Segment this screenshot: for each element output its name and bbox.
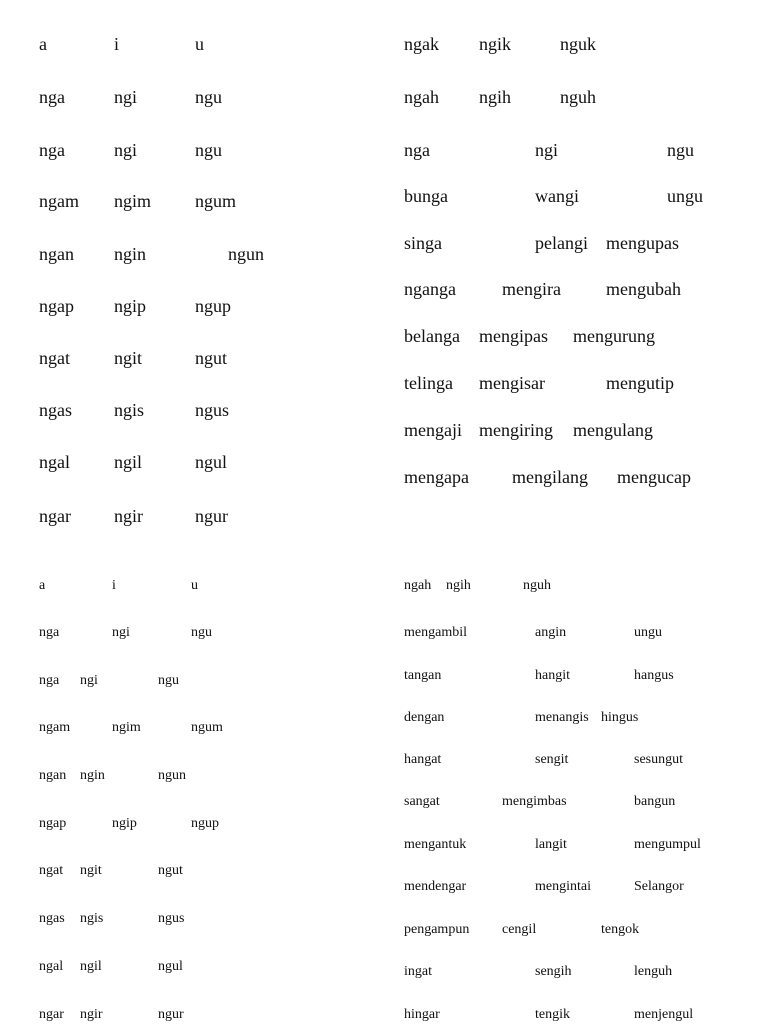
- top-left-word: ngal: [39, 452, 70, 472]
- top-right-word: nganga: [404, 279, 456, 299]
- bottom-right-word: langit: [535, 837, 567, 852]
- bottom-right-word: bangun: [634, 794, 676, 809]
- top-left-word: ngir: [114, 506, 143, 526]
- top-right-word: mengutip: [606, 373, 674, 393]
- bottom-left-word: u: [191, 578, 198, 593]
- top-right-word: wangi: [535, 186, 579, 206]
- bottom-left-word: ngi: [112, 625, 130, 640]
- top-right-word: ngah: [404, 87, 439, 107]
- bottom-right-word: dengan: [404, 710, 445, 725]
- bottom-left-word: ngim: [112, 720, 141, 735]
- top-left-word: ngin: [114, 244, 147, 264]
- bottom-right-word: mengintai: [535, 879, 591, 894]
- top-right-word: bunga: [404, 186, 448, 206]
- top-left-word: ngam: [39, 191, 79, 211]
- top-left-word: ngi: [114, 87, 138, 107]
- bottom-left-word: ngir: [80, 1007, 103, 1022]
- top-right-word: mengulang: [573, 420, 653, 440]
- bottom-left-word: nga: [39, 673, 60, 688]
- top-left-word: i: [114, 34, 120, 54]
- top-left-word: ngum: [195, 191, 237, 211]
- top-left-word: ngis: [114, 400, 145, 420]
- bottom-left-word: ngar: [39, 1007, 64, 1022]
- top-right-word: telinga: [404, 373, 453, 393]
- top-right-word: mengupas: [606, 233, 679, 253]
- top-left-word: ngar: [39, 506, 71, 526]
- bottom-left-word: ngus: [158, 911, 185, 926]
- bottom-left-word: ngat: [39, 863, 64, 878]
- bottom-right-word: sengih: [535, 964, 572, 979]
- bottom-right-word: hangus: [634, 668, 674, 683]
- top-left-word: ngil: [114, 452, 143, 472]
- bottom-right-word: hingus: [601, 710, 639, 725]
- top-left-word: ngit: [114, 348, 143, 368]
- top-right-word: pelangi: [535, 233, 588, 253]
- top-right-word: mengubah: [606, 279, 681, 299]
- bottom-left-word: ngam: [39, 720, 71, 735]
- bottom-right-word: sangat: [404, 794, 440, 809]
- top-right-word: ngik: [479, 34, 512, 54]
- bottom-left-word: a: [39, 578, 46, 593]
- bottom-right-word: hingar: [404, 1007, 440, 1022]
- top-left-word: ngi: [114, 140, 138, 160]
- bottom-left-word: ngun: [158, 768, 186, 783]
- bottom-right-word: menjengul: [634, 1007, 694, 1022]
- bottom-left-word: ngup: [191, 816, 219, 831]
- bottom-left-word: i: [112, 578, 116, 593]
- bottom-right-word: mendengar: [404, 879, 467, 894]
- top-right-word: mengisar: [479, 373, 545, 393]
- top-left-word: ngas: [39, 400, 72, 420]
- bottom-right-word: Selangor: [634, 879, 684, 894]
- top-left-word: ngat: [39, 348, 70, 368]
- top-right-word: ngu: [667, 140, 694, 160]
- bottom-left-word: ngap: [39, 816, 67, 831]
- bottom-left-word: ngin: [80, 768, 105, 783]
- bottom-left-word: ngal: [39, 959, 64, 974]
- top-right-word: belanga: [404, 326, 460, 346]
- top-left-word: ngip: [114, 296, 147, 316]
- bottom-right-word: mengambil: [404, 625, 467, 640]
- bottom-right-word: tangan: [404, 668, 442, 683]
- bottom-right-word: mengumpul: [634, 837, 701, 852]
- top-left-word: ngut: [195, 348, 228, 368]
- top-right-word: mengilang: [512, 467, 588, 487]
- top-right-word: mengurung: [573, 326, 655, 346]
- bottom-right-word: sengit: [535, 752, 569, 767]
- bottom-right-word: mengimbas: [502, 794, 567, 809]
- top-right-word: ngih: [479, 87, 512, 107]
- top-left-word: ngun: [228, 244, 264, 264]
- top-left-word: ngu: [195, 87, 222, 107]
- bottom-right-word: tengok: [601, 922, 640, 937]
- bottom-right-word: hangat: [404, 752, 442, 767]
- bottom-left-word: nga: [39, 625, 60, 640]
- bottom-right-word: sesungut: [634, 752, 683, 767]
- bottom-right-word: nguh: [523, 578, 551, 593]
- top-left-word: u: [195, 34, 204, 54]
- bottom-left-word: ngum: [191, 720, 223, 735]
- top-right-word: mengaji: [404, 420, 462, 440]
- bottom-right-word: cengil: [502, 922, 537, 937]
- top-right-word: ngi: [535, 140, 559, 160]
- top-right-word: mengiring: [479, 420, 553, 440]
- top-right-word: ngak: [404, 34, 439, 54]
- top-left-word: nga: [39, 87, 65, 107]
- top-right-word: mengucap: [617, 467, 691, 487]
- bottom-left-word: ngu: [191, 625, 212, 640]
- top-right-word: nguh: [560, 87, 596, 107]
- top-left-word: ngu: [195, 140, 222, 160]
- bottom-right-word: menangis: [535, 710, 589, 725]
- top-right-word: nguk: [560, 34, 596, 54]
- bottom-right-word: angin: [535, 625, 567, 640]
- bottom-right-word: pengampun: [404, 922, 470, 937]
- top-left-word: ngap: [39, 296, 74, 316]
- top-left-word: ngur: [195, 506, 228, 526]
- top-left-word: ngus: [195, 400, 230, 420]
- bottom-left-word: ngis: [80, 911, 104, 926]
- bottom-right-word: hangit: [535, 668, 570, 683]
- top-right-word: ungu: [667, 186, 703, 206]
- bottom-left-word: ngut: [158, 863, 183, 878]
- top-left-word: ngim: [114, 191, 152, 211]
- top-left-word: ngup: [195, 296, 231, 316]
- bottom-right-word: ngah: [404, 578, 432, 593]
- top-right-word: mengira: [502, 279, 561, 299]
- bottom-right-word: tengik: [535, 1007, 570, 1022]
- top-left-word: nga: [39, 140, 65, 160]
- bottom-left-word: ngit: [80, 863, 102, 878]
- top-left-word: ngan: [39, 244, 74, 264]
- top-left-word: ngul: [195, 452, 228, 472]
- bottom-right-word: ungu: [634, 625, 662, 640]
- bottom-right-word: ngih: [446, 578, 471, 593]
- bottom-left-word: ngul: [158, 959, 183, 974]
- bottom-left-word: ngu: [158, 673, 179, 688]
- bottom-right-word: mengantuk: [404, 837, 467, 852]
- top-right-word: mengipas: [479, 326, 548, 346]
- top-right-word: singa: [404, 233, 442, 253]
- top-right-word: nga: [404, 140, 430, 160]
- bottom-right-word: ingat: [404, 964, 432, 979]
- top-left-word: a: [39, 34, 47, 54]
- bottom-right-word: lenguh: [634, 964, 673, 979]
- top-right-word: mengapa: [404, 467, 469, 487]
- bottom-left-word: ngas: [39, 911, 65, 926]
- bottom-left-word: ngan: [39, 768, 67, 783]
- bottom-left-word: ngip: [112, 816, 137, 831]
- bottom-left-word: ngur: [158, 1007, 184, 1022]
- bottom-left-word: ngil: [80, 959, 102, 974]
- bottom-left-word: ngi: [80, 673, 98, 688]
